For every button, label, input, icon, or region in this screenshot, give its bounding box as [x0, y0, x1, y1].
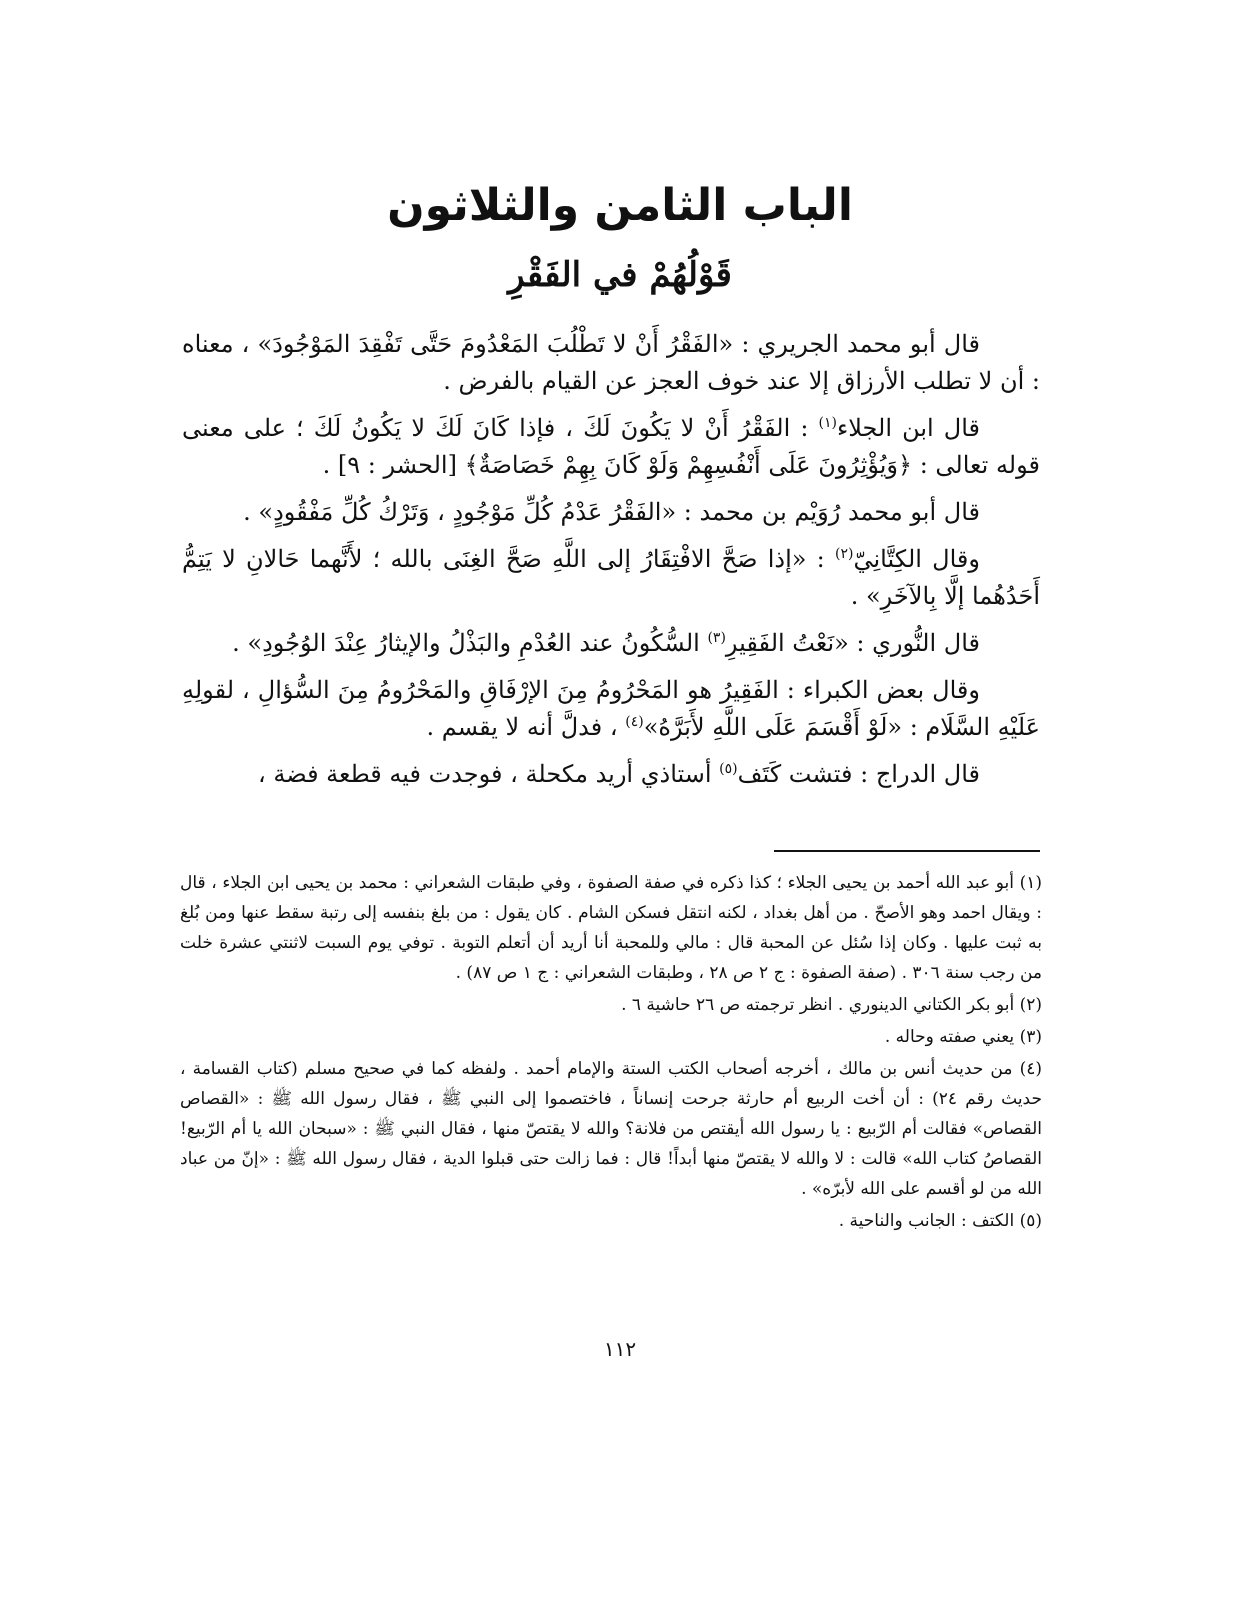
footnote — [180, 990, 1042, 1020]
footnote-text: من حديث أنس بن مالك ، أخرجه أصحاب الكتب الستة والإمام أحمد . ولفظه كما في صحيح مسلم (كتاب القسامة ، حديث رقم ٢٤) : أن أخت الربيع أم حارثة جرحت إنساناً ، فاختصموا إلى النبي ﷺ ، فقال رسول الله ﷺ : «القصاص القصاص» فقالت أم الرّبيع : يا رسول الله أيقتص من فلانة؟ والله لا يقتصّ منها ، فقال النبي ﷺ : «سبحان الله يا أم الرّبيع! القصاصُ كتاب الله» قالت : لا والله لا يقتصّ منها أبداً! قال : فما زالت حتى قبلوا الدية ، فقال رسول الله ﷺ : «إنّ من عباد الله من لو أقسم على الله لأبرّه» . — [180, 1059, 1042, 1199]
footnote — [180, 868, 1042, 988]
paragraph-text: أستاذي أريد مكحلة ، فوجدت فيه قطعة فضة ، — [258, 760, 712, 788]
paragraph-darraj — [182, 756, 1040, 793]
paragraph-text: : «إذا صَحَّ الافْتِقَارُ إلى اللَّهِ صَحَّ الغِنَى بالله ؛ لأَنَّهما حَالانِ لا يَتِمُّ أَحَدُهُما إلَّا بِالآخَرِ» . — [182, 545, 1040, 610]
paragraph-jariri: قال أبو محمد الجريري : «الفَقْرُ أَنْ لا تَطْلُبَ المَعْدُومَ حَتَّى تَفْقِدَ المَوْجُودَ» ، معناه : أن لا تطلب الأرزاق إلا عند خوف العجز عن القيام بالفرض . — [182, 330, 1040, 395]
page-number: ١١٢ — [603, 1337, 637, 1361]
footnote-ref: (٤) — [625, 714, 644, 730]
footnote-number: (١) — [1019, 873, 1043, 893]
footnote-text: أبو عبد الله أحمد بن يحيى الجلاء ؛ كذا ذكره في صفة الصفوة ، وفي طبقات الشعراني : محمد بن يحيى ابن الجلاء ، قال : ويقال احمد وهو الأصحّ . من أهل بغداد ، لكنه انتقل فسكن الشام . كان يقول : من بلغ بنفسه إلى رتبة سقط عنها ومن بُلغ به ثبت عليها . وكان إذا سُئل عن المحبة قال : مالي وللمحبة أنا أريد أن أتعلم التوبة . توفي يوم السبت لاثنتي عشرة خلت من رجب سنة ٣٠٦ . (صفة الصفوة : ج ٢ ص ٢٨ ، وطبقات الشعراني : ج ١ ص ٨٧) . — [180, 873, 1042, 983]
paragraph-text: قال النُّوري : «نَعْتُ الفَقِيرِ — [725, 629, 980, 657]
footnote-text: أبو بكر الكتاني الدينوري . انظر ترجمته ص ٢٦ حاشية ٦ . — [621, 995, 1015, 1015]
footnote-number: (٤) — [1019, 1059, 1042, 1079]
chapter-subtitle: قَوْلُهُمْ في الفَقْرِ — [508, 255, 732, 295]
paragraph-text: السُّكُونُ عند العُدْمِ والبَذْلُ والإيثارُ عِنْدَ الوُجُودِ» . — [232, 629, 700, 657]
footnote-ref: (١) — [818, 415, 837, 431]
footnote — [180, 1054, 1042, 1204]
paragraph-ibn-jalla — [182, 410, 1040, 484]
footnote-ref: (٥) — [719, 761, 738, 777]
paragraph-text: قال الدراج : فتشت كَتَف — [737, 760, 980, 788]
paragraph-text: قال ابن الجلاء — [836, 414, 980, 442]
footnote — [180, 1022, 1042, 1052]
footnote-divider — [774, 850, 1040, 852]
footnote-ref: (٢) — [835, 546, 854, 562]
footnote-number: (٢) — [1019, 995, 1042, 1015]
footnote-text: يعني صفته وحاله . — [884, 1027, 1015, 1047]
footnote-text: الكتف : الجانب والناحية . — [838, 1211, 1015, 1231]
body-text — [182, 326, 1040, 803]
paragraph-kattani — [182, 541, 1040, 615]
footnote-number: (٥) — [1019, 1211, 1042, 1231]
chapter-title: الباب الثامن والثلاثون — [387, 180, 853, 231]
paragraph-text: ، فدلَّ أنه لا يقسم . — [426, 713, 618, 741]
paragraph-nuri — [182, 625, 1040, 662]
footnote — [180, 1206, 1042, 1236]
paragraph-text: : الفَقْرُ أَنْ لا يَكُونَ لَكَ ، فإذا كَانَ لَكَ لا يَكُونُ لَكَ ؛ على معنى قوله تعالى : ﴿وَيُؤْثِرُونَ عَلَى أَنْفُسِهِمْ وَلَوْ كَانَ بِهِمْ خَصَاصَةٌ﴾ [الحشر : ٩] . — [182, 414, 1040, 479]
footnotes — [180, 868, 1042, 1236]
paragraph-text: وقال الكِتَّانِيّ — [853, 545, 980, 573]
paragraph-kubara — [182, 672, 1040, 746]
paragraph-ruwaym: قال أبو محمد رُوَيْم بن محمد : «الفَقْرُ عَدْمُ كُلِّ مَوْجُودٍ ، وَتَرْكُ كُلِّ مَفْقُودٍ» . — [243, 498, 980, 526]
paragraph-text: وقال بعض الكبراء : الفَقِيرُ هو المَحْرُومُ مِنَ الإرْفَاقِ والمَحْرُومُ مِنَ السُّؤالِ ، لقولِهِ عَلَيْهِ السَّلَام : «لَوْ أَقْسَمَ عَلَى اللَّهِ لأَبَرَّهُ» — [182, 676, 1040, 741]
footnote-ref: (٣) — [707, 630, 726, 646]
footnote-number: (٣) — [1019, 1027, 1042, 1047]
